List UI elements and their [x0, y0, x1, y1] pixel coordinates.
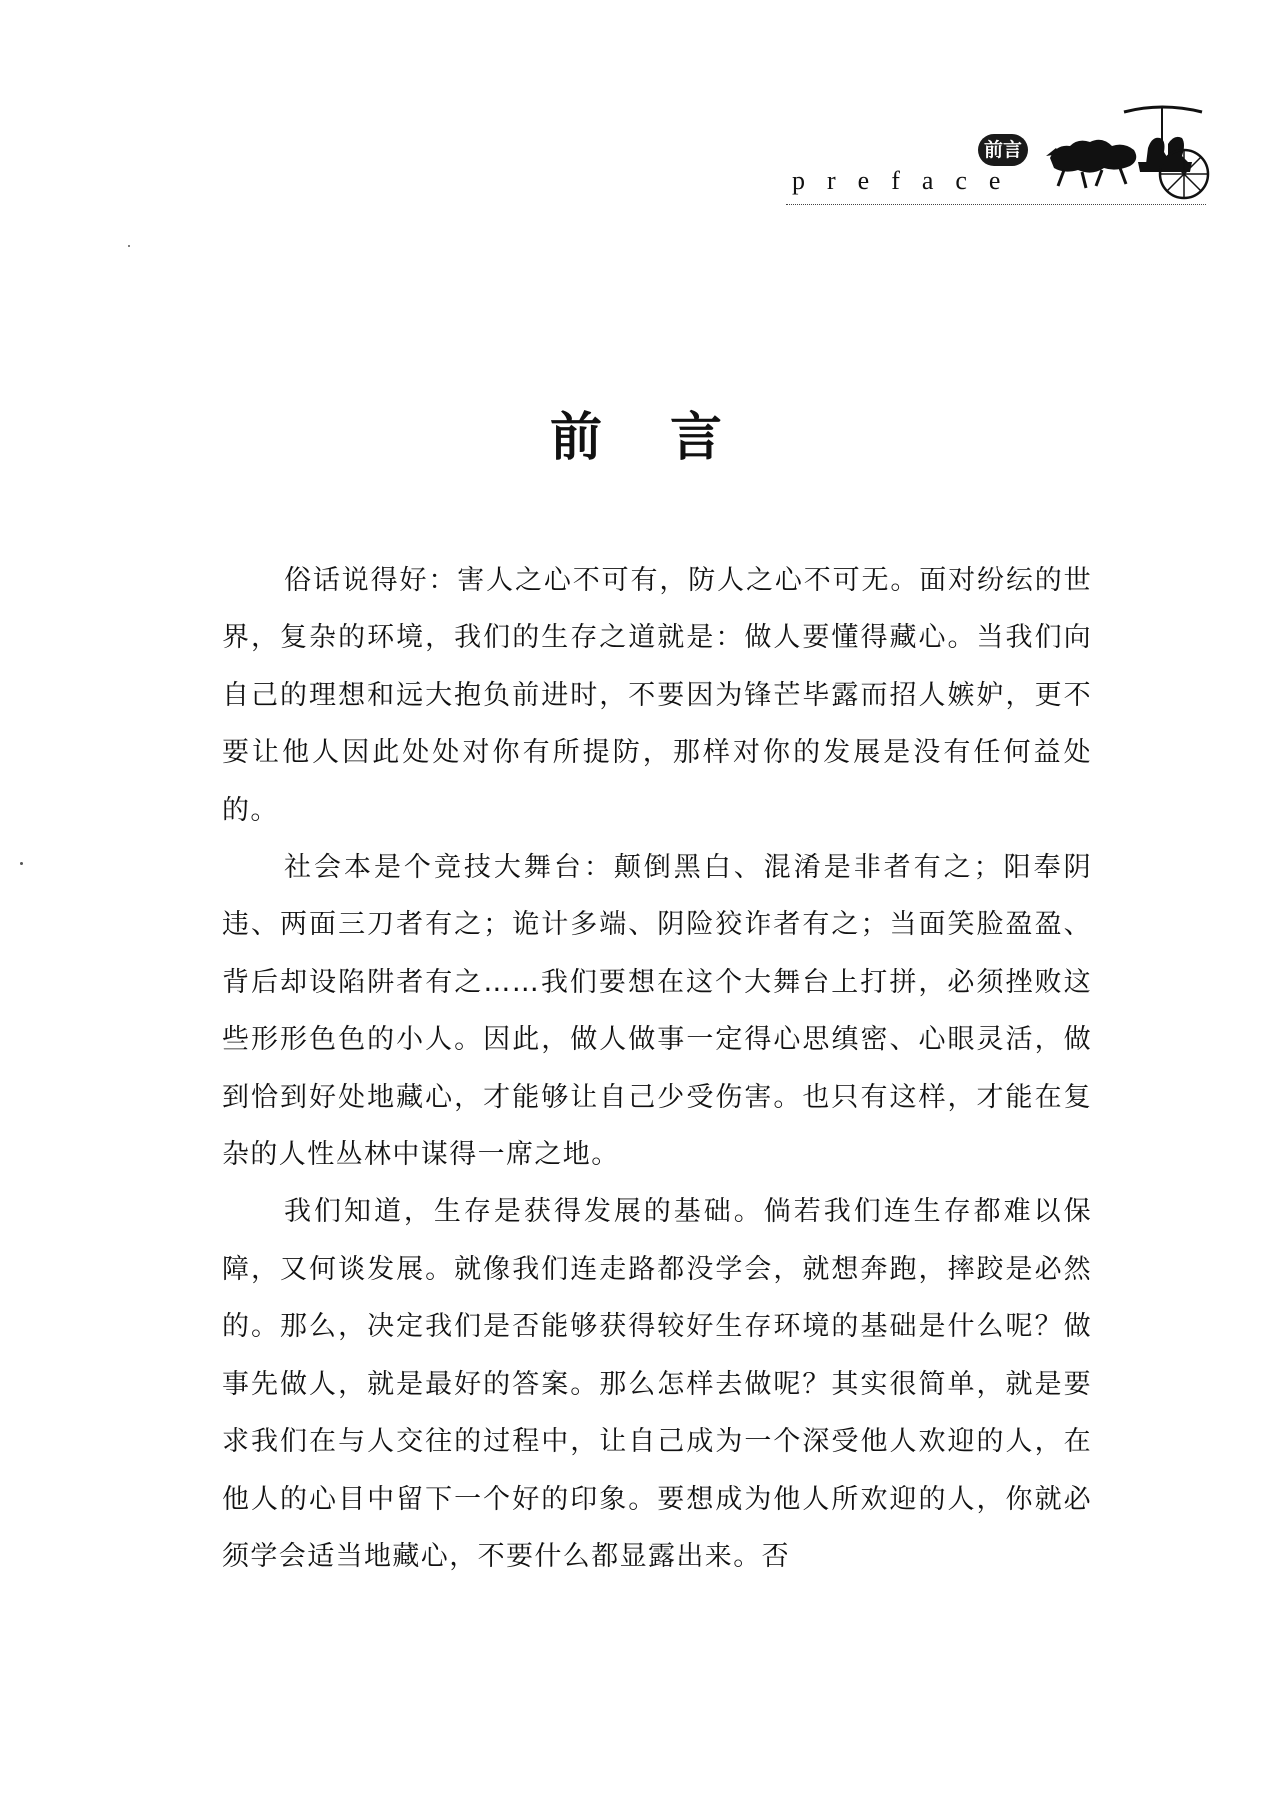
- section-label-english: preface: [792, 166, 1023, 195]
- scan-speck: [20, 862, 23, 865]
- body-text: [222, 552, 1092, 1585]
- paragraph: 俗话说得好：害人之心不可有，防人之心不可无。面对纷纭的世界，复杂的环境，我们的生存之道就是：做人要懂得藏心。当我们向自己的理想和远大抱负前进时，不要因为锋芒毕露而招人嫉妒，更不要让他人因此处处对你有所提防，那样对你的发展是没有任何益处的。: [222, 565, 1092, 826]
- scan-speck: [128, 245, 130, 247]
- section-label: 前言: [978, 134, 1028, 166]
- running-header: [780, 100, 1220, 210]
- paragraph: 我们知道，生存是获得发展的基础。倘若我们连生存都难以保障，又何谈发展。就像我们连走路都没学会，就想奔跑，摔跤是必然的。那么，决定我们是否能够获得较好生存环境的基础是什么呢？做事先做人，就是最好的答案。那么怎样去做呢？其实很简单，就是要求我们在与人交往的过程中，让自己成为一个深受他人欢迎的人，在他人的心目中留下一个好的印象。要想成为他人所欢迎的人，你就必须学会适当地藏心，不要什么都显露出来。否: [222, 1196, 1092, 1572]
- horse-chariot-icon: [1042, 100, 1214, 200]
- page-title: 前言: [549, 407, 790, 468]
- header-rule: [786, 204, 1206, 205]
- paragraph: 社会本是个竞技大舞台：颠倒黑白、混淆是非者有之；阳奉阴违、两面三刀者有之；诡计多端、阴险狡诈者有之；当面笑脸盈盈、背后却设陷阱者有之……我们要想在这个大舞台上打拼，必须挫败这些形形色色的小人。因此，做人做事一定得心思缜密、心眼灵活，做到恰到好处地藏心，才能够让自己少受伤害。也只有这样，才能在复杂的人性丛林中谋得一席之地。: [222, 852, 1092, 1171]
